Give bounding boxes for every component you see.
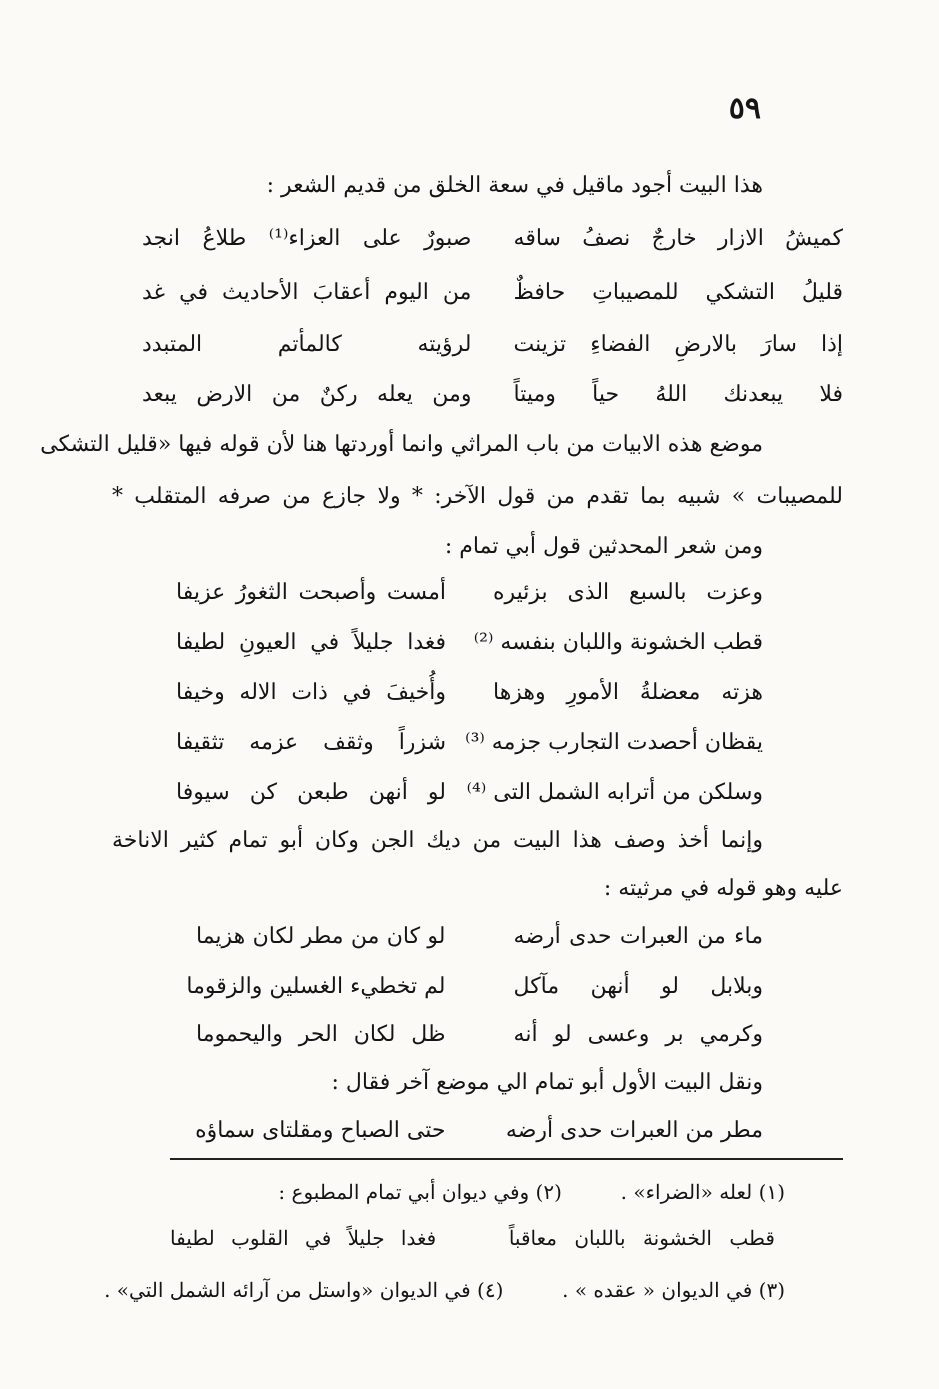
verse-hemistich-second: لو كان من مطر لكان هزيما — [196, 924, 446, 949]
footnote-verse-second: فغدا جليلاً في القلوب لطيفا — [170, 1226, 437, 1250]
verse-hemistich-second: لرؤيته كالمأتم المتبدد — [142, 332, 472, 357]
verse-hemistich-first: وبلابل لو أنهن مآكل — [513, 974, 763, 999]
prose-comment-3: وإنما أخذ وصف هذا البيت من ديك الجن وكان أبو تمام كثير الاناخة — [112, 828, 763, 853]
verse-line — [186, 974, 763, 999]
verse-line — [196, 1024, 763, 1046]
footnote-verse-first: قطب الخشونة باللبان معاقباً — [508, 1226, 775, 1250]
prose-intro-2: ومن شعر المحدثين قول أبي تمام : — [444, 534, 763, 559]
verse-hemistich-first: هزته معضلةُ الأمورِ وهزها — [492, 680, 763, 705]
verse-line — [142, 384, 843, 406]
verse-hemistich-first: وكرمي بر وعسى لو أنه — [513, 1022, 763, 1047]
prose-comment-1: موضع هذه الابيات من باب المراثي وانما أوردتها هنا لأن قوله فيها «قليل التشكى — [40, 432, 763, 457]
verse-hemistich-second: لو أنهن طبعن كن سيوفا — [176, 780, 447, 805]
verse-hemistich-second: حتى الصباح ومقلتاى سماؤه — [195, 1118, 446, 1143]
verse-hemistich-first: وسلكن من أترابه الشمل التى ⁽⁴⁾ — [466, 780, 763, 805]
prose-comment-4: عليه وهو قوله في مرثيته : — [603, 876, 843, 901]
footnote-1: (١) لعله «الضراء» . — [620, 1180, 785, 1204]
verse-hemistich-second: فغدا جليلاً في العيونِ لطيفا — [176, 630, 447, 655]
verse-line — [176, 732, 763, 754]
prose-intro-1: هذا البيت أجود ماقيل في سعة الخلق من قديم الشعر : — [266, 173, 763, 198]
verse-hemistich-first: قطب الخشونة واللبان بنفسه ⁽²⁾ — [473, 630, 763, 655]
verse-hemistich-first: إذا سارَ بالارضِ الفضاءِ تزينت — [513, 332, 843, 357]
verse-hemistich-second: شزراً وثقف عزمه تثقيفا — [176, 730, 447, 755]
verse-hemistich-second: أمست وأصبحت الثغورُ عزيفا — [176, 580, 447, 605]
page-number: ٥٩ — [728, 91, 761, 126]
verse-hemistich-second: صبورٌ على العزاء⁽¹⁾ طلاعُ انجد — [142, 226, 472, 251]
verse-hemistich-first: يقظان أحصدت التجارب جزمه ⁽³⁾ — [465, 730, 763, 755]
verse-hemistich-second: ومن يعله ركنٌ من الارض يبعد — [142, 382, 472, 407]
prose-intro-3: ونقل البيت الأول أبو تمام الي موضع آخر فقال : — [331, 1070, 763, 1095]
footnotes-line-3 — [104, 1280, 785, 1300]
verse-hemistich-first: فلا يبعدنك اللهُ حياً وميتاً — [513, 382, 843, 407]
verse-line — [176, 782, 763, 804]
prose-comment-2: للمصيبات » شبيه بما تقدم من قول الآخر: * ولا جازع من صرفه المتقلب * — [112, 484, 843, 509]
verse-hemistich-first: قليلُ التشكي للمصيباتِ حافظٌ — [513, 280, 843, 305]
verse-line — [176, 582, 763, 604]
verse-line — [196, 926, 763, 948]
footnote-3: (٣) في الديوان « عقده » . — [562, 1278, 785, 1302]
verse-line — [142, 228, 843, 250]
verse-line — [196, 1120, 763, 1142]
verse-hemistich-second: من اليوم أعقابَ الأحاديث في غد — [142, 280, 472, 305]
verse-hemistich-first: وعزت بالسبع الذى بزئيره — [492, 580, 763, 605]
verse-hemistich-second: وأُخيفَ في ذات الاله وخيفا — [176, 680, 447, 705]
verse-hemistich-second: ظل لكان الحر واليحموما — [196, 1022, 446, 1047]
verse-hemistich-first: ماء من العبرات حدى أرضه — [513, 924, 763, 949]
verse-line — [142, 282, 843, 304]
footnote-separator — [170, 1158, 843, 1160]
footnotes-line-1 — [278, 1182, 785, 1202]
footnote-4: (٤) في الديوان «واستل من آرائه الشمل التي» . — [104, 1278, 504, 1302]
footnote-verse — [170, 1228, 775, 1248]
verse-hemistich-first: مطر من العبرات حدى أرضه — [505, 1118, 763, 1143]
verse-hemistich-first: كميشُ الازار خارجٌ نصفُ ساقه — [513, 226, 843, 251]
footnote-2: (٢) وفي ديوان أبي تمام المطبوع : — [278, 1180, 562, 1204]
verse-line — [142, 334, 843, 356]
verse-line — [176, 682, 763, 704]
verse-hemistich-second: لم تخطيء الغسلين والزقوما — [186, 974, 446, 999]
verse-line — [176, 632, 763, 654]
